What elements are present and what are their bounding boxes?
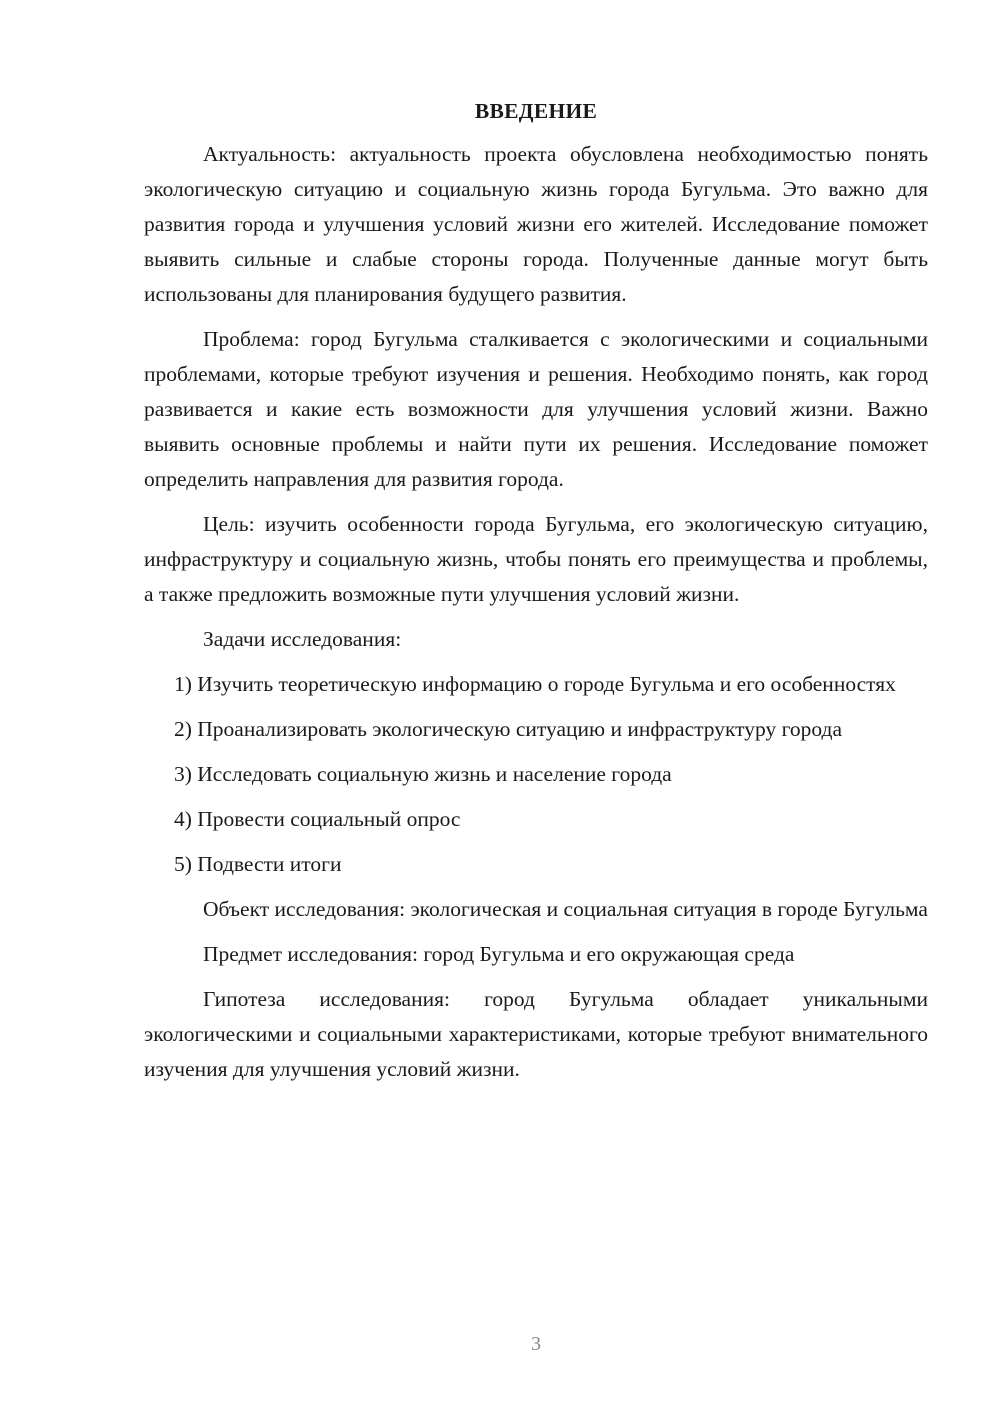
tasks-heading: Задачи исследования:	[203, 627, 402, 651]
task-item-3: 3) Исследовать социальную жизнь и население города	[174, 762, 672, 786]
task-item-1: 1) Изучить теоретическую информацию о городе Бугульма и его особенностях	[174, 672, 896, 696]
problem-paragraph: Проблема: город Бугульма сталкивается с экологическими и социальными проблемами, которые требуют изучения и решения. Необходимо понять, как город развивается и какие есть возможности для улучшения условий жизни. Важно выявить основные проблемы и найти пути их решения. Исследование поможет определить направления для развития города.	[144, 327, 928, 491]
object-paragraph: Объект исследования: экологическая и социальная ситуация в городе Бугульма	[203, 897, 928, 921]
page-title: ВВЕДЕНИЕ	[474, 99, 598, 123]
task-item-5: 5) Подвести итоги	[174, 852, 342, 876]
task-item-2: 2) Проанализировать экологическую ситуацию и инфраструктуру города	[174, 717, 843, 741]
page-number: 3	[531, 1333, 541, 1355]
hypothesis-paragraph: Гипотеза исследования: город Бугульма обладает уникальными экологическими и социальными характеристиками, которые требуют внимательного изучения для улучшения условий жизни.	[144, 987, 928, 1081]
page-content	[144, 94, 928, 1097]
goal-paragraph: Цель: изучить особенности города Бугульма, его экологическую ситуацию, инфраструктуру и социальную жизнь, чтобы понять его преимущества и проблемы, а также предложить возможные пути улучшения условий жизни.	[144, 512, 928, 606]
task-item-4: 4) Провести социальный опрос	[174, 807, 461, 831]
subject-paragraph: Предмет исследования: город Бугульма и его окружающая среда	[203, 942, 795, 966]
relevance-paragraph: Актуальность: актуальность проекта обусловлена необходимостью понять экологическую ситуацию и социальную жизнь города Бугульма. Это важно для развития города и улучшения условий жизни его жителей. Исследование поможет выявить сильные и слабые стороны города. Полученные данные могут быть использованы для планирования будущего развития.	[144, 142, 928, 306]
